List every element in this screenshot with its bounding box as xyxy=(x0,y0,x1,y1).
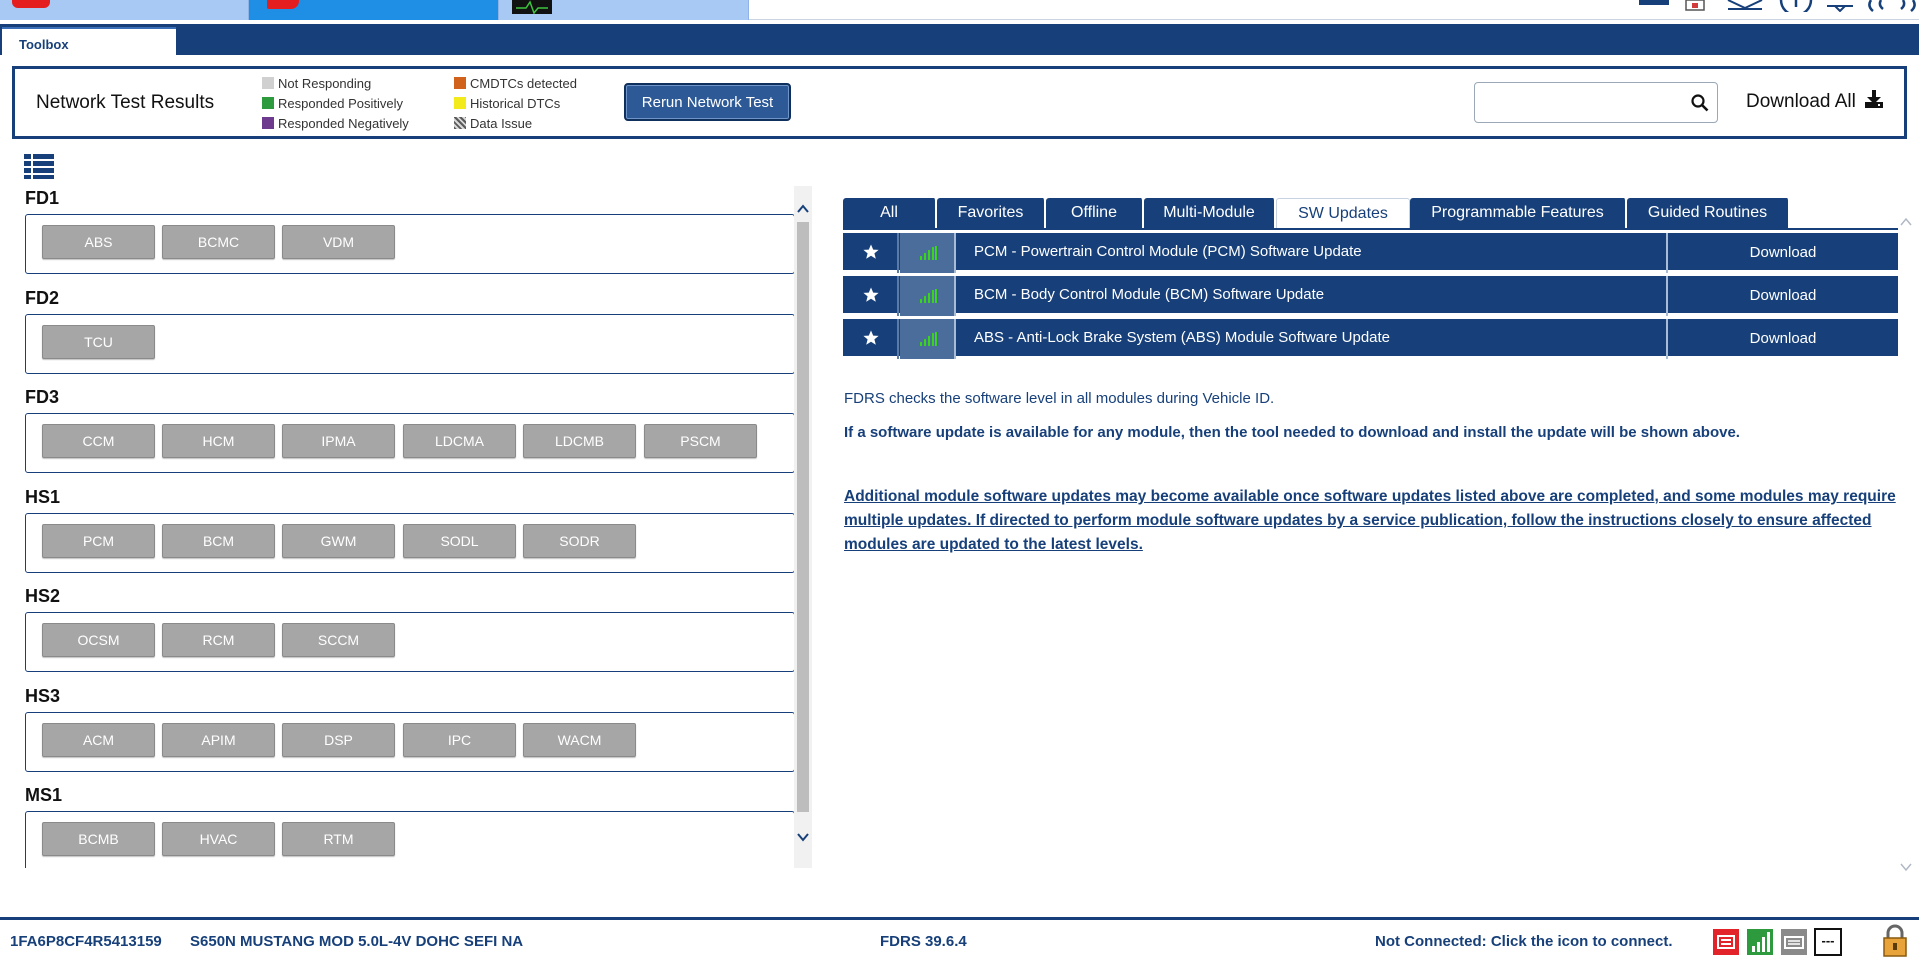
legend-swatch xyxy=(454,77,466,89)
wireless-icon[interactable] xyxy=(1867,0,1917,12)
tab-all[interactable]: All xyxy=(843,198,937,228)
report-icon[interactable] xyxy=(1683,0,1709,12)
download-all-label: Download All xyxy=(1746,91,1856,112)
module-button[interactable]: GWM xyxy=(282,524,395,558)
chevron-down-icon[interactable] xyxy=(1899,860,1913,874)
module-button[interactable]: ACM xyxy=(42,723,155,757)
module-button[interactable]: BCM xyxy=(162,524,275,558)
module-button[interactable]: HCM xyxy=(162,424,275,458)
tabs-underline xyxy=(843,228,1898,230)
group-title: FD1 xyxy=(25,188,60,208)
legend-swatch xyxy=(262,97,274,109)
signal-indicator xyxy=(900,276,956,316)
module-button[interactable]: WACM xyxy=(523,723,636,757)
connection-status[interactable]: Not Connected: Click the icon to connect. xyxy=(1375,933,1673,950)
module-button[interactable]: RTM xyxy=(282,822,395,856)
scrollbar-thumb[interactable] xyxy=(797,222,809,812)
legend-label: Not Responding xyxy=(278,76,372,91)
signal-strength-icon xyxy=(920,289,938,303)
mail-icon[interactable] xyxy=(1727,0,1763,10)
toolbox-icon xyxy=(267,0,299,9)
module-button[interactable]: PCM xyxy=(42,524,155,558)
status-bar xyxy=(0,917,1919,957)
update-row xyxy=(843,276,1898,316)
group-title: HS2 xyxy=(25,586,61,606)
app-tab-toolbox[interactable] xyxy=(249,0,499,20)
info-icon[interactable] xyxy=(1779,0,1813,12)
module-groups-pane xyxy=(20,186,795,868)
signal-indicator xyxy=(900,319,956,359)
info-text-update-available: If a software update is available for any module, then the tool needed to download and install the update will be shown above. xyxy=(844,424,1740,441)
module-button[interactable]: OCSM xyxy=(42,623,155,657)
vin-label: 1FA6P8CF4R5413159 xyxy=(10,933,162,950)
module-button[interactable]: APIM xyxy=(162,723,275,757)
tab-programmable-features[interactable]: Programmable Features xyxy=(1410,198,1627,228)
legend-label: Responded Positively xyxy=(278,96,404,111)
vci-adapter-icon[interactable] xyxy=(1712,928,1740,956)
signal-strength-icon[interactable] xyxy=(1746,928,1774,956)
module-button[interactable]: LDCMA xyxy=(403,424,516,458)
app-tab-datalogger[interactable] xyxy=(499,0,749,20)
module-button[interactable]: CCM xyxy=(42,424,155,458)
favorite-toggle[interactable] xyxy=(843,233,899,273)
group-title: HS3 xyxy=(25,686,61,706)
module-group-ms1 xyxy=(25,811,795,868)
signal-strength-icon xyxy=(920,332,938,346)
group-title: FD2 xyxy=(25,288,60,308)
module-button[interactable]: HVAC xyxy=(162,822,275,856)
signal-indicator xyxy=(900,233,956,273)
module-button[interactable]: BCMB xyxy=(42,822,155,856)
vehicle-description: S650N MUSTANG MOD 5.0L-4V DOHC SEFI NA xyxy=(190,933,524,950)
download-button[interactable]: Download xyxy=(1666,319,1898,359)
module-group-fd1 xyxy=(25,214,795,274)
module-button[interactable]: VDM xyxy=(282,225,395,259)
update-title[interactable]: ABS - Anti-Lock Brake System (ABS) Module Software Update xyxy=(974,329,1391,346)
module-group-hs1 xyxy=(25,513,795,573)
toolbox-tab[interactable]: Toolbox xyxy=(2,27,176,55)
menu-icon[interactable] xyxy=(1639,0,1669,5)
module-group-fd3 xyxy=(25,413,795,473)
module-button[interactable]: RCM xyxy=(162,623,275,657)
legend-swatch xyxy=(454,117,466,129)
legend-swatch xyxy=(454,97,466,109)
tab-guided-routines[interactable]: Guided Routines xyxy=(1627,198,1790,228)
download-icon xyxy=(1864,89,1884,109)
legend-not-responding xyxy=(262,76,371,91)
app-tab-vehicle[interactable] xyxy=(0,0,249,20)
download-button[interactable]: Download xyxy=(1666,233,1898,273)
module-group-fd2 xyxy=(25,314,795,374)
network-adapter-icon[interactable] xyxy=(1780,928,1808,956)
info-text-vehicle-id: FDRS checks the software level in all modules during Vehicle ID. xyxy=(844,390,1275,407)
legend-data-issue xyxy=(454,116,532,131)
group-title: MS1 xyxy=(25,785,63,805)
rerun-network-test-button[interactable]: Rerun Network Test xyxy=(624,83,791,121)
search-input[interactable] xyxy=(1474,82,1718,123)
star-icon xyxy=(863,244,879,260)
toolbox-bar xyxy=(0,24,1919,55)
chevron-up-icon[interactable] xyxy=(796,202,810,216)
legend-label: Responded Negatively xyxy=(278,116,409,131)
download-all-button[interactable] xyxy=(1746,89,1884,113)
legend-responded-negatively xyxy=(262,116,409,131)
module-button[interactable]: PSCM xyxy=(644,424,757,458)
module-button[interactable]: IPC xyxy=(403,723,516,757)
legend-label: Data Issue xyxy=(470,116,533,131)
info-link-additional-updates[interactable]: Additional module software updates may become available once software updates listed above are completed, and some modules may require multiple updates. If directed to perform module software updates by a service publication, follow the instructions closely to ensure affected modules are updated to the latest levels. xyxy=(844,488,1896,553)
tab-sw-updates[interactable]: SW Updates xyxy=(1276,198,1410,228)
favorite-toggle[interactable] xyxy=(843,276,899,316)
download-tray-icon[interactable] xyxy=(1825,0,1855,12)
chevron-up-icon[interactable] xyxy=(1899,215,1913,229)
download-button[interactable]: Download xyxy=(1666,276,1898,316)
module-button[interactable]: TCU xyxy=(42,325,155,359)
car-icon xyxy=(12,0,50,8)
module-button[interactable]: DSP xyxy=(282,723,395,757)
signal-strength-icon xyxy=(920,246,938,260)
favorite-toggle[interactable] xyxy=(843,319,899,359)
top-app-bar xyxy=(0,0,1919,20)
update-row xyxy=(843,319,1898,359)
module-button[interactable]: IPMA xyxy=(282,424,395,458)
tab-offline[interactable]: Offline xyxy=(1046,198,1144,228)
list-view-icon[interactable] xyxy=(24,153,54,179)
network-test-results-title: Network Test Results xyxy=(36,92,215,113)
module-button[interactable]: ABS xyxy=(42,225,155,259)
updates-scrollbar[interactable] xyxy=(1897,215,1914,880)
legend-label: CMDTCs detected xyxy=(470,76,577,91)
legend-responded-positively xyxy=(262,96,403,111)
module-group-hs2 xyxy=(25,612,795,672)
module-button[interactable]: SODL xyxy=(403,524,516,558)
module-button[interactable]: SCCM xyxy=(282,623,395,657)
modules-scrollbar[interactable] xyxy=(794,186,812,868)
module-button[interactable]: BCMC xyxy=(162,225,275,259)
module-button[interactable]: LDCMB xyxy=(523,424,636,458)
oscilloscope-icon xyxy=(512,0,552,14)
update-row xyxy=(843,233,1898,273)
update-title[interactable]: BCM - Body Control Module (BCM) Software Update xyxy=(974,286,1325,303)
module-group-hs3 xyxy=(25,712,795,772)
legend-label: Historical DTCs xyxy=(470,96,561,111)
legend-historical-dtcs xyxy=(454,96,560,111)
network-test-results-panel xyxy=(12,66,1907,139)
lock-icon[interactable] xyxy=(1880,924,1910,958)
tab-multi-module[interactable]: Multi-Module xyxy=(1144,198,1276,228)
search-icon[interactable] xyxy=(1691,94,1709,112)
software-version: FDRS 39.6.4 xyxy=(880,933,967,950)
chevron-down-icon[interactable] xyxy=(796,830,810,844)
tab-favorites[interactable]: Favorites xyxy=(937,198,1046,228)
group-title: HS1 xyxy=(25,487,61,507)
battery-voltage-indicator[interactable]: --- xyxy=(1814,928,1842,956)
star-icon xyxy=(863,287,879,303)
update-title[interactable]: PCM - Powertrain Control Module (PCM) Software Update xyxy=(974,243,1362,260)
legend-swatch xyxy=(262,117,274,129)
star-icon xyxy=(863,330,879,346)
group-title: FD3 xyxy=(25,387,60,407)
module-button[interactable]: SODR xyxy=(523,524,636,558)
top-right-toolbar xyxy=(1639,0,1919,20)
legend-swatch xyxy=(262,77,274,89)
legend-cmdtcs xyxy=(454,76,577,91)
